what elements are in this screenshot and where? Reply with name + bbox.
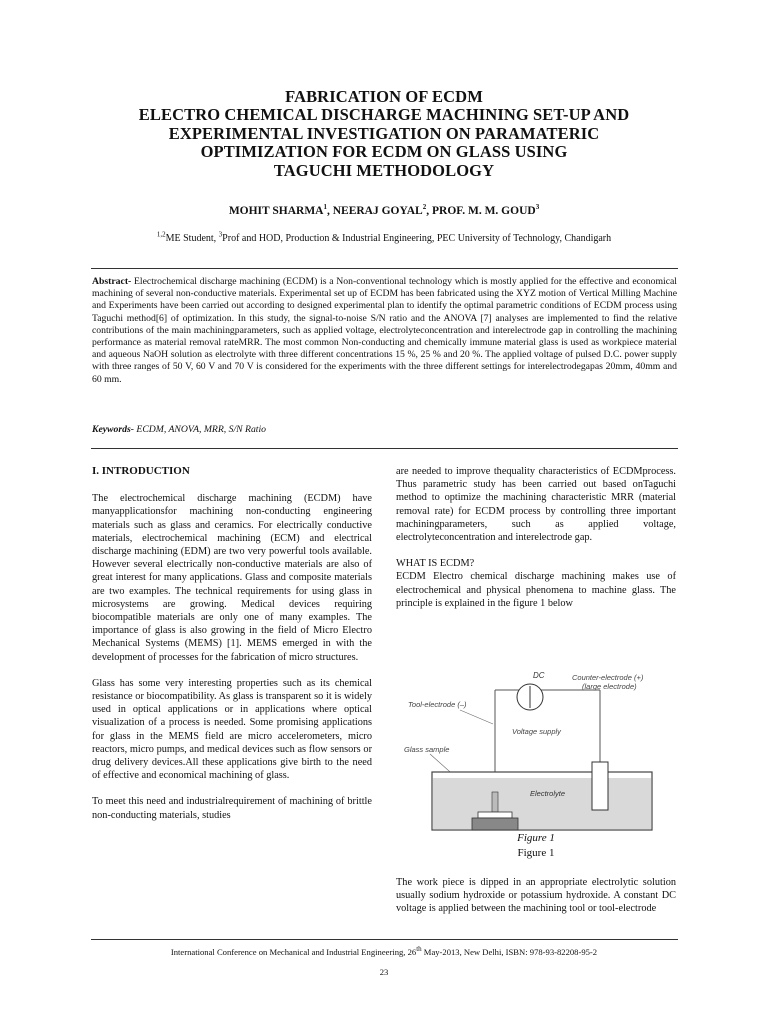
title-line: EXPERIMENTAL INVESTIGATION ON PARAMATERIC: [168, 123, 600, 143]
affil-text: ME Student,: [165, 233, 219, 244]
page-number: 23: [379, 967, 389, 977]
tool-label-leader: [460, 710, 493, 724]
author-name: MOHIT SHARMA: [228, 205, 324, 217]
title-line: OPTIMIZATION FOR ECDM ON GLASS USING: [200, 142, 568, 162]
dc-label: DC: [533, 671, 545, 680]
electrolyte-label: Electrolyte: [530, 789, 566, 798]
footer-rule: [91, 939, 678, 940]
paragraph: The work piece is dipped in an appropriate electrolytic solution usually sodium hydroxide or potassium hydroxide. A constant DC voltage is applied between the machining tool or tool-electrode: [396, 877, 676, 915]
counter-electrode-sublabel: (large electrode): [582, 682, 637, 691]
paragraph: The electrochemical discharge machining (ECDM) have manyapplicationsfor machining non-conducting engineering materials such as glass and ceramics. For electrically conductive materials, electrochemical machining (ECM) and electrical discharge machining (EDM) are two very powerful tools available. However several electrically non-conductive materials are also of great interest for many applications. Glass and composite materials are two examples. The technical requirements for using glass in microsystems are growing. Medical devices requiring biocompatible materials are only one of many examples. The importance of glass is also growing in the field of Micro Electro Mechanical Systems (MEMS) [1]. MEMS emerged in with the development of processes for the fabrication of micro structures.: [92, 493, 372, 663]
paragraph: Glass has some very interesting properties such as its chemical resistance or biocompatibility. As glass is transparent so it is widely used in optical applications or in applications where optical visualization of a process is needed. Some promising applications for glass in the MEMS field are micro accelerometers, micro reactors, micro pumps, and medical devices such as flow sensors or drug delivery devices.All these applications give birth to the need of effective and economical machining of glass.: [92, 677, 372, 782]
author-sep: ,: [426, 205, 432, 217]
fixture-block: [472, 818, 518, 830]
glass-sample-label: Glass sample: [404, 745, 450, 754]
keywords-label: Keywords-: [92, 424, 134, 435]
title-line: TAGUCHI METHODOLOGY: [273, 160, 495, 180]
subsection-heading: WHAT IS ECDM?: [396, 558, 475, 570]
affil-sup: 1,2: [156, 230, 166, 239]
author-sup: 3: [535, 203, 540, 212]
abstract: [92, 276, 677, 386]
left-column: [92, 465, 372, 822]
ecdm-principle-figure: [400, 662, 675, 832]
right-column: [396, 465, 676, 610]
abstract-text: Electrochemical discharge machining (ECDM) is a Non-conventional technology which is mostly applied for the effective and economical machining of several non-conductive materials. Experimental set up of ECDM has been fabricated using the XYZ motion of Vertical Milling Machine and Experiments have been carried out according to designed experimental plan to identify the optimal parametric conditions of ECDM process using Taguchi method[6] of optimization. In this study, the signal-to-noise S/N ratio and the ANOVA [7] analyses are implemented to find the relative contributions of the main machiningparameters, such as applied voltage, electrolyteconcentration and interelectrode gap in controlling the machining performance as material removal rateMRR. The most common Non-conducting and chemically immune material glass is used as workpiece material and aqueous NaOH solution as electrolyte with three different concentrations 15 %, 25 % and 20 %. The applied voltage of pulsed D.C. power supply with three ranges of 50 V, 60 V and 70 V is considered for the experiments with the three different settings for interelectrodegapas 20mm, 40mm and 60 mm.: [92, 276, 677, 385]
keywords-text: ECDM, ANOVA, MRR, S/N Ratio: [133, 424, 267, 435]
paragraph: To meet this need and industrialrequirement of machining of brittle non-conducting materials, studies: [92, 796, 372, 821]
author-sup: 1: [323, 203, 327, 212]
affil-sup: 3: [218, 230, 223, 239]
affiliation: [60, 230, 708, 244]
figure-caption-italic: Figure 1: [517, 832, 555, 844]
author-sup: 2: [422, 203, 427, 212]
glass-sample: [478, 812, 512, 818]
paper-title: [80, 88, 688, 180]
abstract-bottom-rule: [91, 448, 678, 449]
tool-electrode: [492, 792, 498, 812]
right-column-continued: [396, 876, 676, 916]
counter-electrode-label: Counter-electrode (+): [572, 673, 644, 682]
abstract-top-rule: [91, 268, 678, 269]
author-name: NEERAJ GOYAL: [332, 205, 423, 217]
paragraph: ECDM Electro chemical discharge machining makes use of electrochemical and physical phenomena to machine glass. The principle is explained in the figure 1 below: [396, 571, 676, 609]
footer-text: International Conference on Mechanical and Industrial Engineering, 26th May-2013, New Delhi, ISBN: 978-93-82208-95-2: [170, 945, 598, 957]
author-list: [80, 205, 688, 217]
author-name: PROF. M. M. GOUD: [431, 205, 536, 217]
electrolyte-fluid: [433, 778, 651, 829]
title-line: ELECTRO CHEMICAL DISCHARGE MACHINING SET-UP AND: [138, 105, 630, 125]
abstract-label: Abstract-: [92, 276, 132, 287]
keywords: [92, 424, 677, 435]
voltage-supply-label: Voltage supply: [512, 727, 561, 736]
counter-electrode: [592, 762, 608, 810]
affil-text: Prof and HOD, Production & Industrial Engineering, PEC University of Technology, Chandigarh: [222, 233, 612, 244]
title-line: FABRICATION OF ECDM: [285, 87, 483, 106]
figure-caption: Figure 1: [517, 847, 555, 859]
tool-electrode-label: Tool-electrode (–): [408, 700, 467, 709]
section-heading: I. INTRODUCTION: [92, 465, 190, 477]
paragraph: are needed to improve thequality characteristics of ECDMprocess. Thus parametric study has been carried out based onTaguchi method to optimize the machining characteristic MRR (material removal rate) for ECDM process by controlling three important machiningparameters, such as applied voltage, electrolyteconcentration and interelectrode gap.: [396, 466, 676, 544]
author-sep: ,: [326, 205, 333, 217]
